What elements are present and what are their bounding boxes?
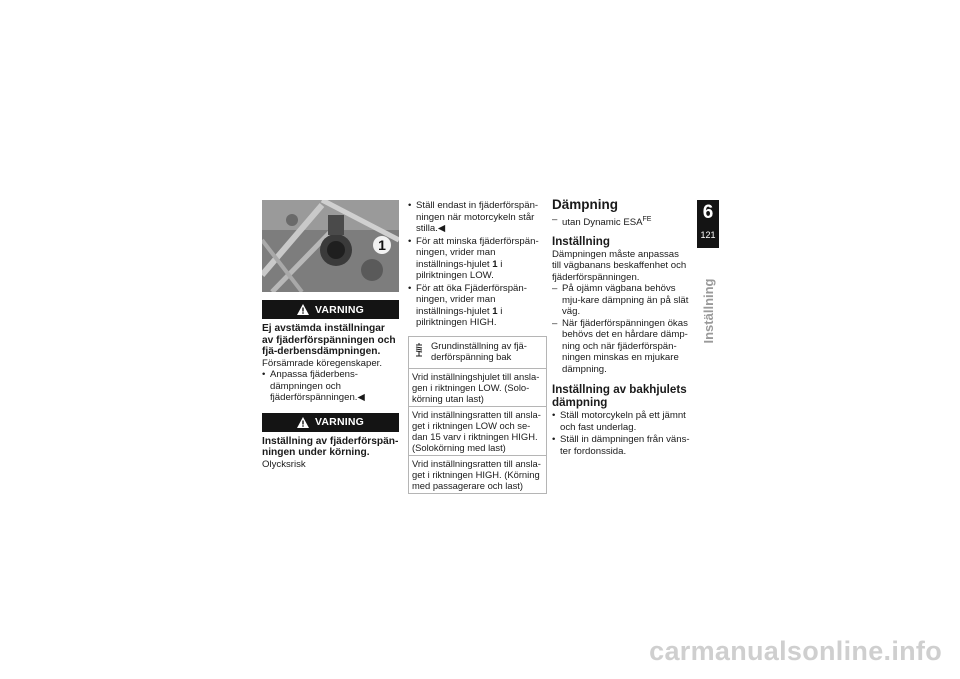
callout-ref: 1: [492, 305, 498, 317]
column-3: [552, 197, 690, 458]
bullet-text: i pilriktningen LOW.: [416, 258, 503, 281]
equipment-note: [552, 214, 690, 229]
subsection-heading: Inställning: [552, 234, 610, 248]
list-item: [552, 214, 690, 229]
warning-text: Olycksrisk: [262, 458, 306, 470]
bullet-text: För att minska fjäderförspän-ningen, vrider man inställnings-hjulet: [416, 235, 539, 270]
list-item: • Ställ endast in fjäderförspän-ningen när motorcykeln står stilla.◀: [408, 200, 545, 235]
section-heading: Dämpning: [552, 197, 618, 212]
rear-bullets: [552, 410, 690, 457]
list-item: [408, 283, 545, 329]
warning-label: VARNING: [314, 416, 365, 428]
list-item: [408, 236, 545, 282]
warning-banner: [262, 300, 399, 319]
page-number: 121: [700, 230, 716, 240]
column-2: [408, 200, 545, 494]
column-1: [262, 200, 399, 470]
subsection-heading: Inställning av bakhjulets dämpning: [552, 383, 687, 410]
setting-text: Dämpningen måste anpassas till vägbanans beskaffenhet och fjäderförspänningen.: [552, 248, 687, 283]
chapter-number: 6: [702, 202, 714, 223]
warning-triangle-icon: [297, 304, 309, 315]
table-header: [409, 337, 546, 368]
watermark: carmanualsonline.info: [649, 636, 942, 666]
table-row: Vrid inställningsratten till ansla-get i riktningen LOW och se-dan 15 varv i riktningen HIGH. (Solokörning med last): [409, 406, 546, 455]
chapter-title: Inställning: [701, 278, 716, 344]
callout-number: 1: [373, 236, 391, 254]
list-item: • Ställ motorcykeln på ett jämnt och fast underlag.: [552, 410, 690, 433]
spring-wrench-icon: [413, 340, 427, 362]
warning-text: Försämrade köregenskaper.: [262, 357, 382, 369]
setting-dashes: [552, 283, 690, 375]
photo-rear-shock-adjuster: [262, 200, 399, 292]
list-item: – På ojämn vägbana behövs mju-kare dämpning än på slät väg.: [552, 283, 690, 318]
note-text: utan Dynamic ESA: [562, 217, 643, 229]
table-row: Vrid inställningshjulet till ansla-gen i riktningen LOW. (Solo-körning utan last): [409, 368, 546, 406]
callout-ref: 1: [492, 258, 498, 270]
bullet-text: i pilriktningen HIGH.: [416, 305, 503, 328]
table-header-text: Grundinställning av fjä-derförspänning bak: [431, 339, 527, 362]
warning-bullets: [262, 369, 399, 404]
warning-title: Inställning av fjäderförspän-ningen under körning.: [262, 435, 399, 458]
spring-preload-table: [408, 336, 547, 494]
list-item: • Ställ in dämpningen från väns-ter fordonssida.: [552, 434, 690, 457]
list-item: – När fjäderförspänningen ökas behövs det en hårdare dämp-ning och när fjäderförspän-ningen minskas en mjukare dämpning.: [552, 318, 690, 376]
instruction-bullets: [408, 200, 545, 329]
list-item: • Anpassa fjäderbens-dämpningen och fjäderförspänningen.◀: [262, 369, 399, 404]
warning-banner: [262, 413, 399, 432]
table-row: Vrid inställningsratten till ansla-get i riktningen HIGH. (Körning med passagerare och last): [409, 455, 546, 493]
warning-label: VARNING: [314, 303, 365, 316]
warning-title: Ej avstämda inställningar av fjäderförspänningen och fjä-derbensdämpningen.: [262, 323, 396, 357]
bullet-text: För att öka Fjäderförspän-ningen, vrider man inställnings-hjulet: [416, 282, 527, 317]
note-superscript: FE: [642, 216, 652, 223]
warning-triangle-icon: [297, 417, 309, 428]
